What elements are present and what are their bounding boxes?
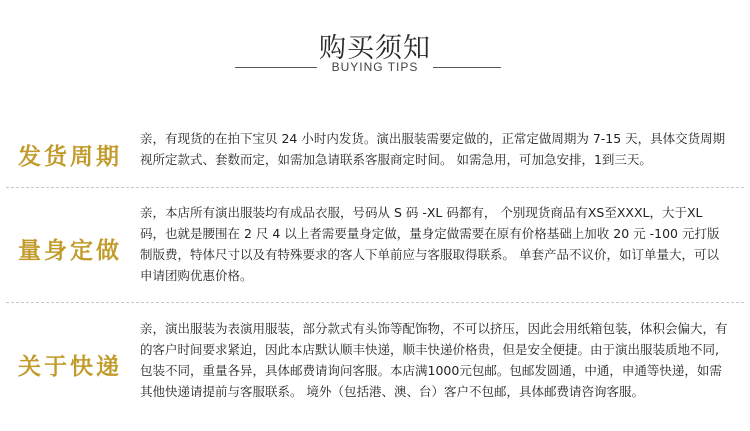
section-title-custom-tailoring: 量身定做 [18, 238, 122, 264]
page-subtitle: BUYING TIPS [331, 60, 419, 74]
section-text-shipping-cycle: 亲，有现货的在拍下宝贝 24 小时内发货。演出服装需要定做的，正常定做周期为 7-15 天，具体交货周期视所定款式、套数而定，如需加急请联系客服商定时间。 如需急用，可加急安排，1到三天。 [140, 131, 726, 167]
page-title: 购买须知 [319, 33, 431, 64]
subtitle-row [0, 60, 750, 76]
section-custom-tailoring [0, 198, 750, 298]
section-text-custom-tailoring: 亲，本店所有演出服装均有成品衣服，号码从 S 码 -XL 码都有， 个别现货商品有XS至XXXL，大于XL 码，也就是腰围在 2 尺 4 以上者需要量身定做，量身定做需要在原有价格基础上加收 20 元 -100 元打版制版费，特体尺寸以及有特殊要求的客人下单前应与客服取得联系。 单套产品不议价，如订单量大，可以申请团购优惠价格。 [140, 205, 720, 283]
section-title-shipping-cycle: 发货周期 [18, 144, 122, 170]
section-about-shipping [0, 314, 750, 431]
section-divider [6, 187, 744, 188]
section-title-about-shipping: 关于快递 [18, 354, 122, 380]
subtitle-rule-right [433, 67, 501, 68]
page-header [0, 0, 750, 80]
section-divider [6, 302, 744, 303]
section-shipping-cycle [0, 122, 750, 182]
section-text-about-shipping: 亲，演出服装为表演用服装，部分款式有头饰等配饰物，不可以挤压，因此会用纸箱包装，体积会偏大，有的客户时间要求紧迫，因此本店默认顺丰快递，顺丰快递价格贵，但是安全便捷。由于演出服装质地不同,包装不同，重量各异，具体邮费请询问客服。本店满1000元包邮。包邮发圆通，中通，申通等快递，如需其他快递请提前与客服联系。 境外（包括港、澳、台）客户不包邮，具体邮费请咨询客服。 [140, 321, 728, 399]
